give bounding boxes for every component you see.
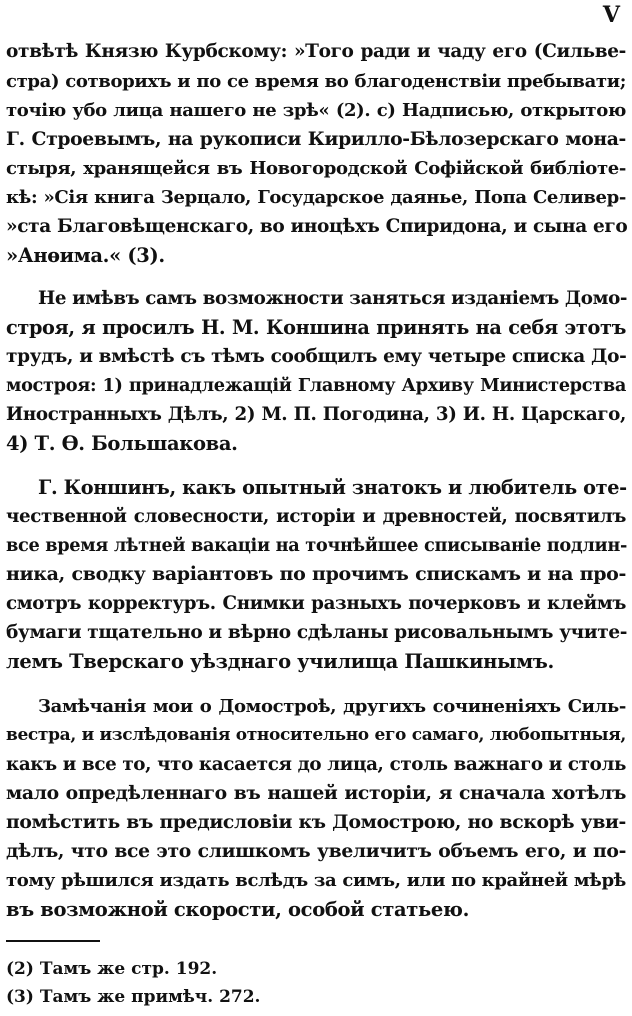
text-line: какъ и все то, что касается до лица, столь важнаго и столь — [6, 754, 626, 775]
text-line: лемъ Тверскаго уѣзднаго училища Пашкинымъ. — [6, 650, 554, 673]
text-line: строя, я просилъ Н. М. Коншина принять на себя этотъ — [6, 316, 626, 339]
text-line: ника, сводку варіантовъ по прочимъ спискамъ и на про- — [6, 563, 626, 585]
text-line: стыря, хранящейся въ Новогородской Софійской библіоте- — [6, 158, 626, 179]
text-line: все время лѣтней вакаціи на точнѣйшее списываніе подлин- — [6, 535, 628, 556]
text-line: бумаги тщательно и вѣрно сдѣланы рисовальнымъ учите- — [6, 622, 628, 643]
text-line: Замѣчанія мои о Домостроѣ, другихъ сочиненіяхъ Силь- — [38, 696, 626, 717]
page-number: V — [602, 2, 620, 28]
text-line: Не имѣвъ самъ возможности заняться изданіемъ Домо- — [38, 288, 628, 309]
footnote: (2) Тамъ же стр. 192. — [6, 959, 218, 979]
footnote: (3) Тамъ же примѣч. 272. — [6, 987, 261, 1007]
text-line: въ возможной скорости, особой статьею. — [6, 898, 470, 921]
text-line: мало опредѣленнаго въ нашей исторіи, я сначала хотѣлъ — [6, 782, 626, 804]
text-line: тому рѣшился издать вслѣдъ за симъ, или по крайней мѣрѣ — [6, 870, 626, 891]
text-line: вестра, и изслѣдованія относительно его самаго, любопытныя, — [6, 725, 626, 745]
text-line: мостроя: 1) принадлежащій Главному Архиву Министерства — [6, 375, 626, 396]
text-line: »Анѳима.« (3). — [6, 244, 165, 267]
text-line: дѣлъ, что все это слишкомъ увеличитъ объемъ его, и по- — [6, 840, 626, 862]
text-line: 4) Т. Ѳ. Большакова. — [6, 432, 238, 455]
footnote-divider — [6, 940, 100, 942]
text-line: стра) сотворихъ и по се время во благоденствіи пребывати; — [6, 71, 626, 92]
text-line: точію убо лица нашего не зрѣ« (2). с) Надписью, открытою — [6, 100, 626, 121]
text-line: Иностранныхъ Дѣлъ, 2) М. П. Погодина, 3) И. Н. Царскаго, — [6, 404, 626, 425]
text-line: Г. Коншинъ, какъ опытный знатокъ и любитель оте- — [38, 476, 627, 499]
text-line: отвѣтѣ Князю Курбскому: »Того ради и чаду его (Сильве- — [6, 41, 626, 62]
text-line: чественной словесности, исторіи и древностей, посвятилъ — [6, 506, 626, 527]
text-line: »ста Благовѣщенскаго, во иноцѣхъ Спиридона, и сына его — [6, 216, 628, 237]
text-line: кѣ: »Сія книга Зерцало, Государское даянье, Попа Селивер- — [6, 187, 626, 208]
text-line: трудъ, и вмѣстѣ съ тѣмъ сообщилъ ему четыре списка До- — [6, 346, 627, 367]
text-line: помѣстить въ предисловіи къ Домострою, но вскорѣ уви- — [6, 811, 626, 833]
text-line: Г. Строевымъ, на рукописи Кирилло-Бѣлозерскаго мона- — [6, 128, 626, 150]
text-line: смотръ корректуръ. Снимки разныхъ почерковъ и клеймъ — [6, 593, 626, 614]
